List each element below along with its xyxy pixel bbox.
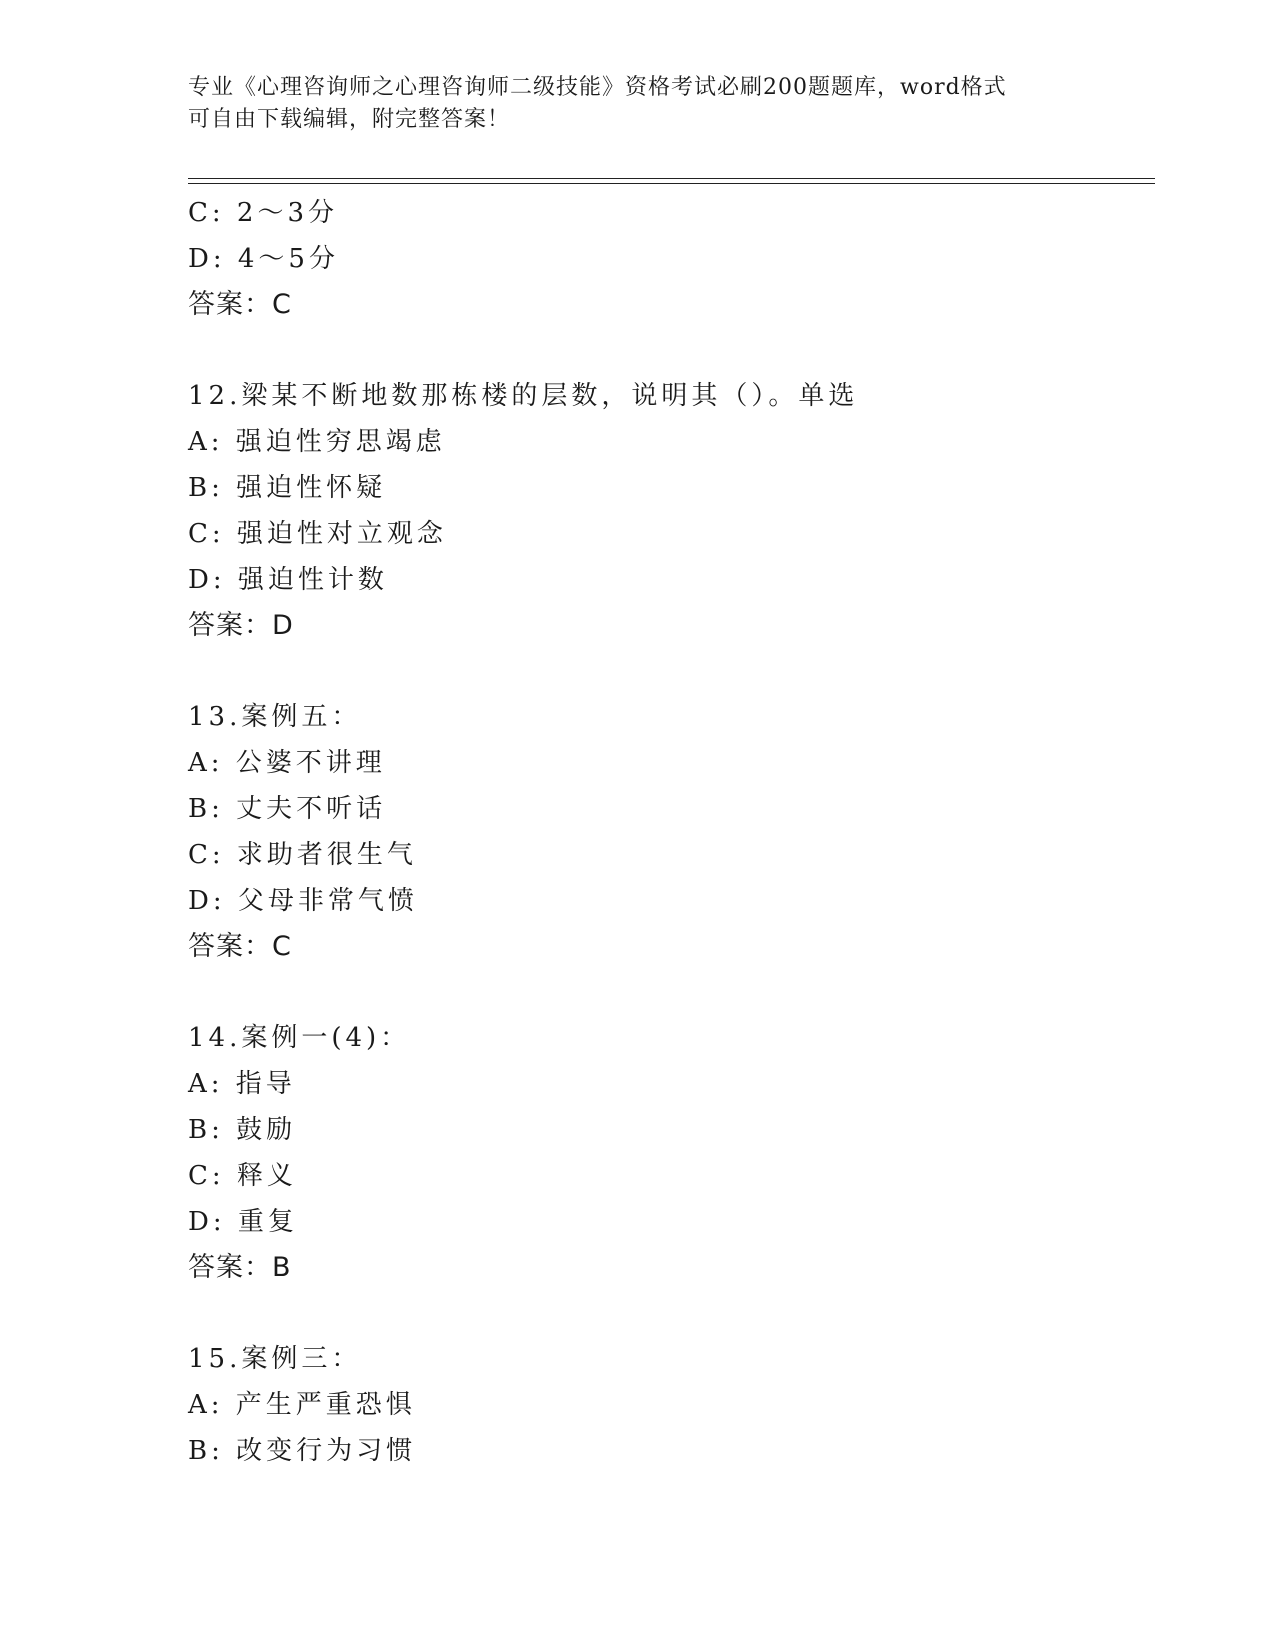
question-stem: 15.案例三：: [188, 1344, 362, 1374]
option-a: A: 产生严重恐惧: [188, 1390, 416, 1420]
spacer: [188, 970, 1138, 1015]
option-b: B: 改变行为习惯: [188, 1436, 417, 1466]
option-a: A: 指导: [188, 1069, 296, 1099]
question-stem: 12.梁某不断地数那栋楼的层数，说明其（）。单选: [188, 381, 859, 411]
header-title-line-2: 可自由下载编辑，附完整答案！: [188, 107, 511, 132]
option-a: A: 公婆不讲理: [188, 748, 386, 778]
answer-line: 答案：C: [188, 289, 292, 320]
option-c: C: 释义: [188, 1161, 297, 1191]
question-15: [188, 1336, 1138, 1474]
question-11-continued: [188, 190, 1138, 328]
option-b: B: 强迫性怀疑: [188, 473, 387, 503]
option-c: C: 2～3分: [188, 198, 339, 228]
header-divider-bottom: [188, 183, 1155, 184]
answer-line: 答案：B: [188, 1252, 292, 1283]
spacer: [188, 649, 1138, 694]
option-d: D: 强迫性计数: [188, 565, 388, 595]
option-c: C: 强迫性对立观念: [188, 519, 447, 549]
question-12: [188, 373, 1138, 649]
answer-line: 答案：C: [188, 931, 292, 962]
option-c: C: 求助者很生气: [188, 840, 417, 870]
document-header: [188, 72, 1068, 136]
spacer: [188, 328, 1138, 373]
question-13: [188, 694, 1138, 970]
question-list: [188, 190, 1138, 1474]
option-a: A: 强迫性穷思竭虑: [188, 427, 446, 457]
question-stem: 13.案例五：: [188, 702, 362, 732]
option-d: D: 4～5分: [188, 244, 339, 274]
option-d: D: 重复: [188, 1207, 298, 1237]
option-b: B: 丈夫不听话: [188, 794, 387, 824]
answer-line: 答案：D: [188, 610, 294, 641]
option-d: D: 父母非常气愤: [188, 886, 418, 916]
spacer: [188, 1291, 1138, 1336]
question-stem: 14.案例一(4)：: [188, 1023, 411, 1053]
header-divider-top: [188, 178, 1155, 179]
question-14: [188, 1015, 1138, 1291]
header-title-line-1: 专业《心理咨询师之心理咨询师二级技能》资格考试必刷200题题库，word格式: [188, 75, 1007, 100]
option-b: B: 鼓励: [188, 1115, 297, 1145]
